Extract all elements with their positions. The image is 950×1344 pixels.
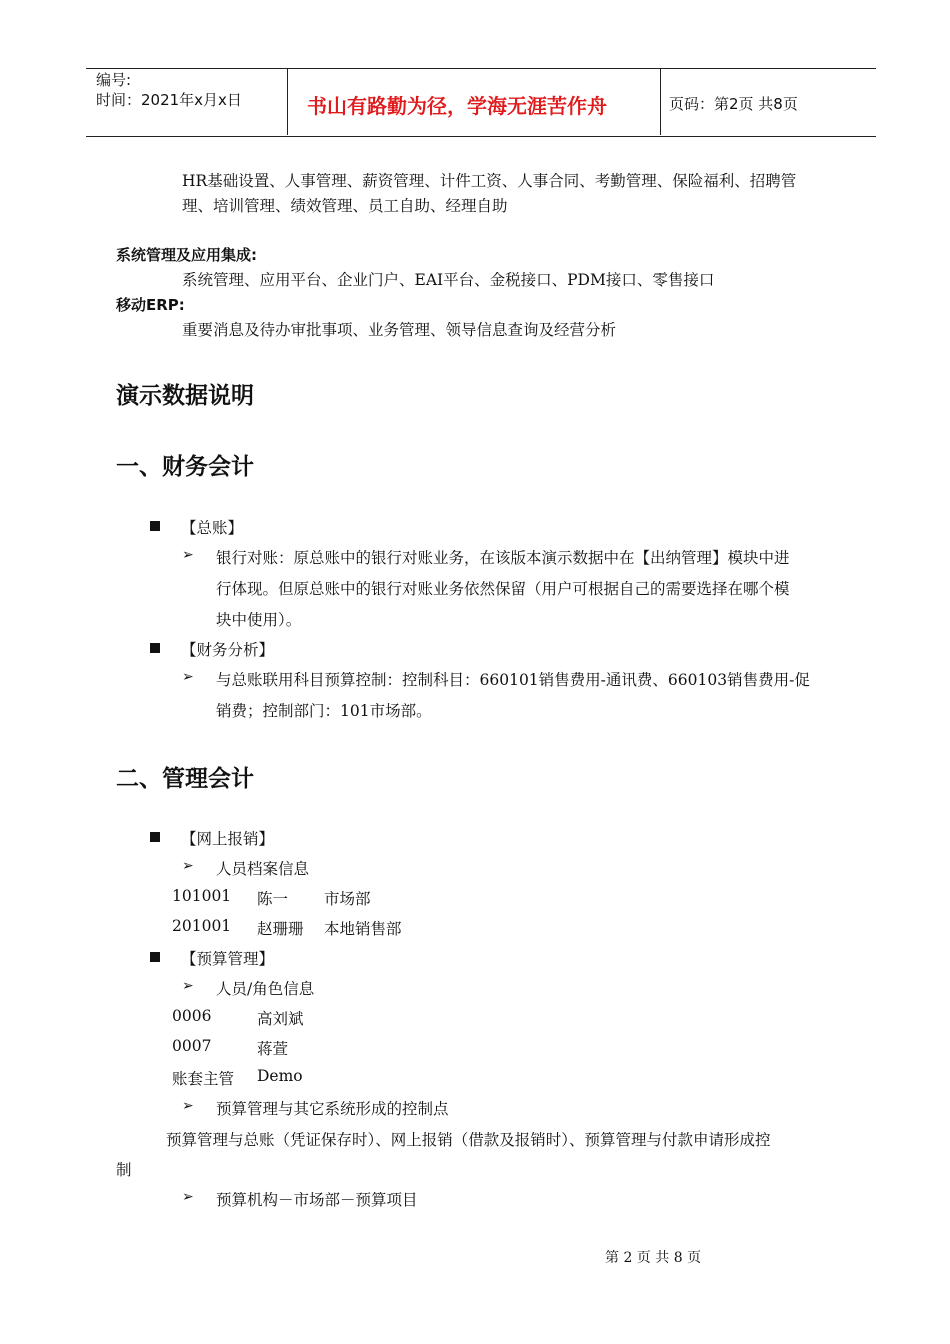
table-row-dept: 市场部 [324,890,371,908]
demo-data-title: 演示数据说明 [116,383,254,409]
table-row-name: 陈一 [257,890,289,908]
square-bullet-icon [150,832,160,842]
control-sub: 预算管理与其它系统形成的控制点 [216,1100,449,1118]
budget-sub: 人员/角色信息 [216,980,315,998]
table-row-code: 0006 [172,1007,212,1025]
org-sub: 预算机构－市场部－预算项目 [216,1191,418,1209]
header-number-label: 编号: [96,71,132,89]
table-row-name: Demo [257,1067,303,1085]
header-motto: 书山有路勤为径，学海无涯苦作舟 [307,94,607,118]
mobile-erp-items: 重要消息及待办审批事项、业务管理、领导信息查询及经营分析 [182,321,617,339]
expense-sub: 人员档案信息 [216,860,310,878]
arrow-bullet-icon: ➢ [182,1189,194,1205]
table-row-code: 201001 [172,917,232,935]
square-bullet-icon [150,952,160,962]
square-bullet-icon [150,643,160,653]
header-time-label: 时间：2021年x月x日 [96,91,242,109]
header-divider [287,68,288,135]
arrow-bullet-icon: ➢ [182,547,194,563]
control-line2: 制 [116,1161,132,1179]
sys-integration-title: 系统管理及应用集成: [116,246,257,264]
arrow-bullet-icon: ➢ [182,669,194,685]
sys-integration-items: 系统管理、应用平台、企业门户、EAI平台、金税接口、PDM接口、零售接口 [182,271,715,289]
table-row-dept: 本地销售部 [324,920,402,938]
table-row-code: 账套主管 [172,1070,235,1088]
page-footer: 第 2 页 共 8 页 [605,1250,702,1266]
control-line1: 预算管理与总账（凭证保存时）、网上报销（借款及报销时）、预算管理与付款申请形成控 [166,1131,771,1149]
hr-modules-line2: 理、培训管理、绩效管理、员工自助、经理自助 [182,197,508,215]
arrow-bullet-icon: ➢ [182,858,194,874]
fa-item-line1: 与总账联用科目预算控制：控制科目：660101销售费用-通讯费、660103销售费用-促 [216,671,810,689]
arrow-bullet-icon: ➢ [182,1098,194,1114]
gl-title: 【总账】 [181,519,244,537]
budget-title: 【预算管理】 [181,950,275,968]
header-page-label: 页码：第2页 共8页 [669,95,798,113]
fa-item-line2: 销费；控制部门：101市场部。 [216,702,432,720]
table-row-code: 0007 [172,1037,212,1055]
table-row-code: 101001 [172,887,232,905]
gl-item-line2: 行体现。但原总账中的银行对账业务依然保留（用户可根据自己的需要选择在哪个模 [216,580,790,598]
expense-title: 【网上报销】 [181,830,275,848]
header-divider [660,68,661,135]
table-row-name: 高刘斌 [257,1010,304,1028]
gl-item-line3: 块中使用）。 [216,611,302,629]
hr-modules-line1: HR基础设置、人事管理、薪资管理、计件工资、人事合同、考勤管理、保险福利、招聘管 [182,172,797,190]
table-row-name: 赵珊珊 [257,920,304,938]
square-bullet-icon [150,521,160,531]
arrow-bullet-icon: ➢ [182,978,194,994]
gl-item-line1: 银行对账：原总账中的银行对账业务，在该版本演示数据中在【出纳管理】模块中进 [216,549,790,567]
section-finance-title: 一、财务会计 [116,454,254,480]
fa-title: 【财务分析】 [181,641,275,659]
section-management-title: 二、管理会计 [116,766,254,792]
table-row-name: 蒋萱 [257,1040,289,1058]
mobile-erp-title: 移动ERP: [116,296,185,314]
